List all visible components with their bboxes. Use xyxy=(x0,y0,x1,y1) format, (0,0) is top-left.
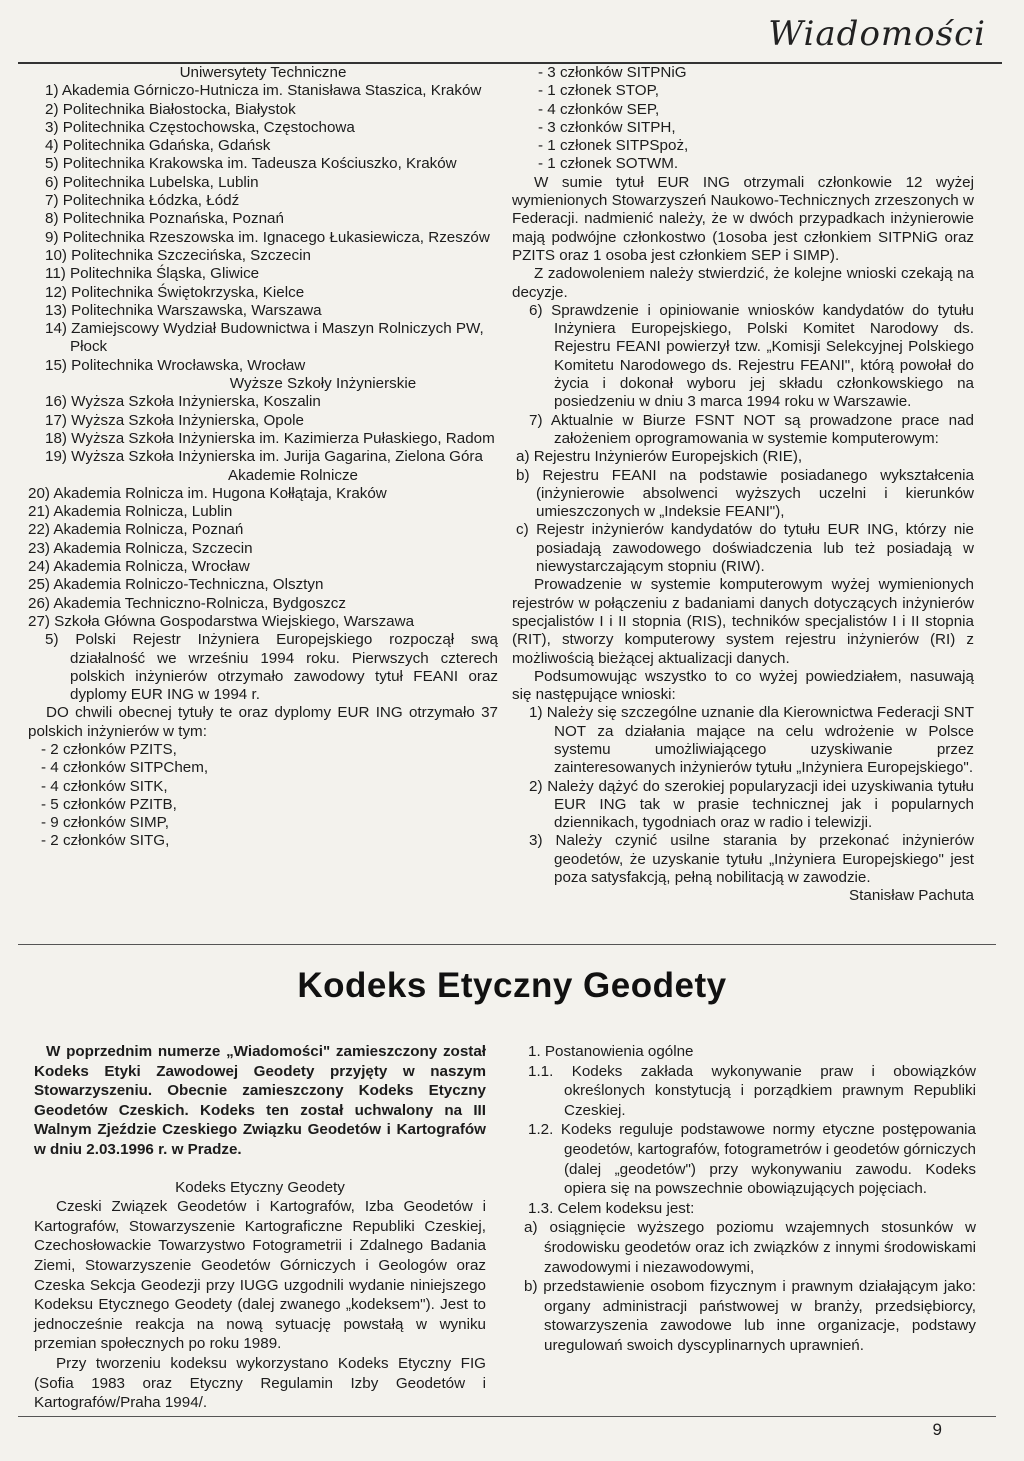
uni-item: 7) Politechnika Łódzka, Łódź xyxy=(45,192,240,210)
point-7: 7) Aktualnie w Biurze FSNT NOT są prowadzone prace nad założeniem oprogramowania w systemie komputerowym: xyxy=(529,411,974,447)
school-item: 18) Wyższa Szkoła Inżynierska im. Kazimierza Pułaskiego, Radom xyxy=(45,429,495,447)
bottom-rule xyxy=(18,1416,996,1417)
uni-item: 10) Politechnika Szczecińska, Szczecin xyxy=(45,246,311,264)
left-column-bottom xyxy=(34,1042,486,1413)
article-title: Kodeks Etyczny Geodety xyxy=(297,966,727,1005)
dotad-paragraph: DO chwili obecnej tytuły te oraz dyplomy EUR ING otrzymało 37 polskich inżynierów w tym: xyxy=(28,704,498,740)
member-line: - 3 członków SITPH, xyxy=(538,118,676,136)
uni-item: 12) Politechnika Świętokrzyska, Kielce xyxy=(45,283,305,301)
agri-item: 20) Akademia Rolnicza im. Hugona Kołłątaja, Kraków xyxy=(28,484,387,502)
point-7-item: b) Rejestru FEANI na podstawie posiadanego wykształcenia (inżynierowie absolwenci wyższych uczelni i kierunków umieszczonych w „Indeksie FEANI"), xyxy=(516,466,974,521)
zadowoleniem-paragraph: Z zadowoleniem należy stwierdzić, że kolejne wnioski czekają na decyzje. xyxy=(512,265,974,301)
agri-item: 24) Akademia Rolnicza, Wrocław xyxy=(28,558,250,576)
point-6: 6) Sprawdzenie i opiniowanie wniosków kandydatów do tytułu Inżyniera Europejskiego, Polski Komitet Narodowy ds. Rejestru FEANI powierzył tzw. „Komisji Selekcyjnej Polskiego Komitetu Narodowego ds. Rejestru FEANI", którą powołał do życia i dokonał wyboru jej składu członkowskiego na posiedzeniu w dniu 3 marca 1994 roku w Warszawie. xyxy=(529,301,974,411)
uni-item: 15) Politechnika Wrocławska, Wrocław xyxy=(45,356,306,374)
uni-item: 9) Politechnika Rzeszowska im. Ignacego Łukasiewicza, Rzeszów xyxy=(45,228,490,246)
agri-heading: Akademie Rolnicze xyxy=(228,466,358,484)
school-item: 16) Wyższa Szkoła Inżynierska, Koszalin xyxy=(45,393,321,411)
section-subitem: b) przedstawienie osobom fizycznym i prawnym działającym jako: organy administracji państwowej w branży, przedsiębiorcy, stowarzyszenia zawodowe lub inne organizacje, podstawy uregulowań swoich dyscyplinarnych uprawnień. xyxy=(524,1278,976,1354)
author-signature: Stanisław Pachuta xyxy=(849,887,974,905)
agri-item: 25) Akademia Rolniczo-Techniczna, Olsztyn xyxy=(28,576,324,594)
agri-item: 23) Akademia Rolnicza, Szczecin xyxy=(28,539,253,557)
podsumowujac-paragraph: Podsumowując wszystko to co wyżej powiedziałem, nasuwają się następujące wnioski: xyxy=(512,667,974,704)
school-item: 19) Wyższa Szkoła Inżynierska im. Jurija Gagarina, Zielona Góra xyxy=(45,448,483,466)
uni-item: 13) Politechnika Warszawska, Warszawa xyxy=(45,301,322,319)
member-line: - 9 członków SIMP, xyxy=(41,814,170,832)
right-column-top xyxy=(512,64,974,906)
uni-item: 14) Zamiejscowy Wydział Budownictwa i Maszyn Rolniczych PW, Płock xyxy=(45,320,484,356)
member-line: - 1 członek SITPSpoż, xyxy=(538,137,689,155)
left-column-top xyxy=(28,64,498,851)
agri-item: 26) Akademia Techniczno-Rolnicza, Bydgoszcz xyxy=(28,594,346,612)
uni-item: 5) Politechnika Krakowska im. Tadeusza Kościuszko, Kraków xyxy=(45,155,457,173)
uni-item: 4) Politechnika Gdańska, Gdańsk xyxy=(45,137,271,155)
conclusion-item: 3) Należy czynić usilne starania by przekonać inżynierów geodetów, że uzyskanie tytułu „Inżyniera Europejskiego" jest poza satysfakcją, pełną nobilitacją w zawodzie. xyxy=(529,832,974,887)
member-line: - 3 członków SITPNiG xyxy=(538,64,687,81)
school-item: 17) Wyższa Szkoła Inżynierska, Opole xyxy=(45,411,304,429)
sumie-paragraph: W sumie tytuł EUR ING otrzymali członkowie 12 wyżej wymienionych Stowarzyszeń Naukowo-Technicznych zrzeszonych w Federacji. nadmienić należy, że w dwóch przypadkach inżynierowie mają podwójne członkostwo (1osoba jest członkiem SITPNiG oraz PZITS oraz 1 osoba jest członkiem SEP i SIMP). xyxy=(512,173,974,264)
code-paragraph: Czeski Związek Geodetów i Kartografów, Izba Geodetów i Kartografów, Stowarzyszenie Kartograficzne Republiki Czeskiej, Czechosłowackie Towarzystwo Fotogrametrii i Zdalnego Badania Ziemi, Stowarzyszenie Geodetów Górniczych i Geologów oraz Czeska Sekcja Geodezji przy IUGG uzgodnili wydanie niniejszego Kodeksu Etycznego Geodety (dalej zwanego „kodeksem"). Jest to jednocześnie reakcja na nową sytuację powstałą w wyniku przemian społecznych po roku 1989. xyxy=(34,1198,486,1353)
uni-item: 3) Politechnika Częstochowska, Częstochowa xyxy=(45,118,355,136)
conclusion-item: 1) Należy się szczególne uznanie dla Kierownictwa Federacji SNT NOT za działania mające na celu wdrożenie w Polsce systemu umożliwiającego uzyskiwanie przez zainteresowanych inżynierów tytułu „Inżyniera Europejskiego". xyxy=(529,704,974,777)
member-line: - 5 członków PZITB, xyxy=(41,795,177,813)
point-7-item: c) Rejestr inżynierów kandydatów do tytułu EUR ING, którzy nie posiadają zawodowego doświadczenia lub też posiadają w niewystarczającym stopniu (RIW). xyxy=(516,521,974,576)
member-line: - 4 członków SEP, xyxy=(538,100,660,118)
universities-heading: Uniwersytety Techniczne xyxy=(179,64,347,81)
prowadzenie-paragraph: Prowadzenie w systemie komputerowym wyżej wymienionych rejestrów w połączeniu z badaniami danych dotyczących inżynierów specjalistów I i II stopnia (RIS), techników specjalistów I i II stopnia (RIT), stworzy komputerowy system rejestru inżynierów (RI) z możliwością bieżącej aktualizacji danych. xyxy=(512,576,974,667)
conclusion-item: 2) Należy dążyć do szerokiej popularyzacji idei uzyskiwania tytułu EUR ING tak w prasie technicznej jak i popularnych dziennikach, tygodniach oraz w radio i telewizji. xyxy=(529,777,974,832)
agri-item: 21) Akademia Rolnicza, Lublin xyxy=(28,503,233,521)
uni-item: 6) Politechnika Lubelska, Lublin xyxy=(45,173,259,191)
point-7-item: a) Rejestru Inżynierów Europejskich (RIE), xyxy=(516,448,803,466)
member-line: - 4 członków SITK, xyxy=(41,777,168,795)
schools-heading: Wyższe Szkoły Inżynierskie xyxy=(229,375,417,393)
section-heading: 1. Postanowienia ogólne xyxy=(528,1043,694,1060)
member-line: - 1 członek SOTWM. xyxy=(538,155,679,173)
right-column-bottom xyxy=(520,1042,976,1356)
uni-item: 2) Politechnika Białostocka, Białystok xyxy=(45,100,296,118)
section-item: 1.1. Kodeks zakłada wykonywanie praw i obowiązków określonych konstytucją i porządkiem prawnym Republiki Czeskiej. xyxy=(528,1062,976,1119)
agri-item: 27) Szkoła Główna Gospodarstwa Wiejskiego, Warszawa xyxy=(28,612,415,630)
member-line: - 2 członków PZITS, xyxy=(41,740,177,758)
intro-bold: W poprzednim numerze „Wiadomości" zamieszczony został Kodeks Etyki Zawodowej Geodety przyjęty w naszym Stowarzyszeniu. Obecnie zamieszczony Kodeks Etyczny Geodetów Czeskich. Kodeks ten został uchwalony na III Walnym Zjeździe Czeskiego Związku Geodetów i Kartografów w dniu 2.03.1996 r. w Pradze. xyxy=(34,1043,486,1158)
agri-item: 22) Akademia Rolnicza, Poznań xyxy=(28,521,244,539)
section-item: 1.2. Kodeks reguluje podstawowe normy etyczne postępowania geodetów, kartografów, fotogrametrów i geodetów górniczych (dalej „geodetów") przy wykonywaniu zawodu. Kodeks opiera się na powszechnie obowiązujących pojęciach. xyxy=(528,1121,976,1198)
code-paragraph: Przy tworzeniu kodeksu wykorzystano Kodeks Etyczny FIG (Sofia 1983 oraz Etyczny Regulamin Izby Geodetów i Kartografów/Praha 1994/. xyxy=(34,1354,486,1412)
section-divider xyxy=(18,944,996,945)
uni-item: 8) Politechnika Poznańska, Poznań xyxy=(45,210,284,228)
member-line: - 4 członków SITPChem, xyxy=(41,759,209,777)
section-item: 1.3. Celem kodeksu jest: xyxy=(528,1199,695,1217)
uni-item: 11) Politechnika Śląska, Gliwice xyxy=(45,265,260,283)
code-subheading: Kodeks Etyczny Geodety xyxy=(175,1178,345,1196)
member-line: - 2 członków SITG, xyxy=(41,832,170,850)
member-line: - 1 członek STOP, xyxy=(538,82,659,100)
section-subitem: a) osiągnięcie wyższego poziomu wzajemnych stosunków w środowisku geodetów oraz ich związków z innymi środowiskami zawodowymi i niezawodowymi, xyxy=(524,1219,976,1276)
magazine-title: Wiadomości xyxy=(768,14,986,54)
page-number: 9 xyxy=(932,1420,942,1439)
point-5: 5) Polski Rejestr Inżyniera Europejskiego rozpoczął swą działalność we wrześniu 1994 roku. Pierwszych czterech polskich inżynierów otrzymało zawodowy tytuł FEANI oraz dyplomy EUR ING w 1994 r. xyxy=(45,631,498,704)
uni-item: 1) Akademia Górniczo-Hutnicza im. Stanisława Staszica, Kraków xyxy=(45,82,482,100)
